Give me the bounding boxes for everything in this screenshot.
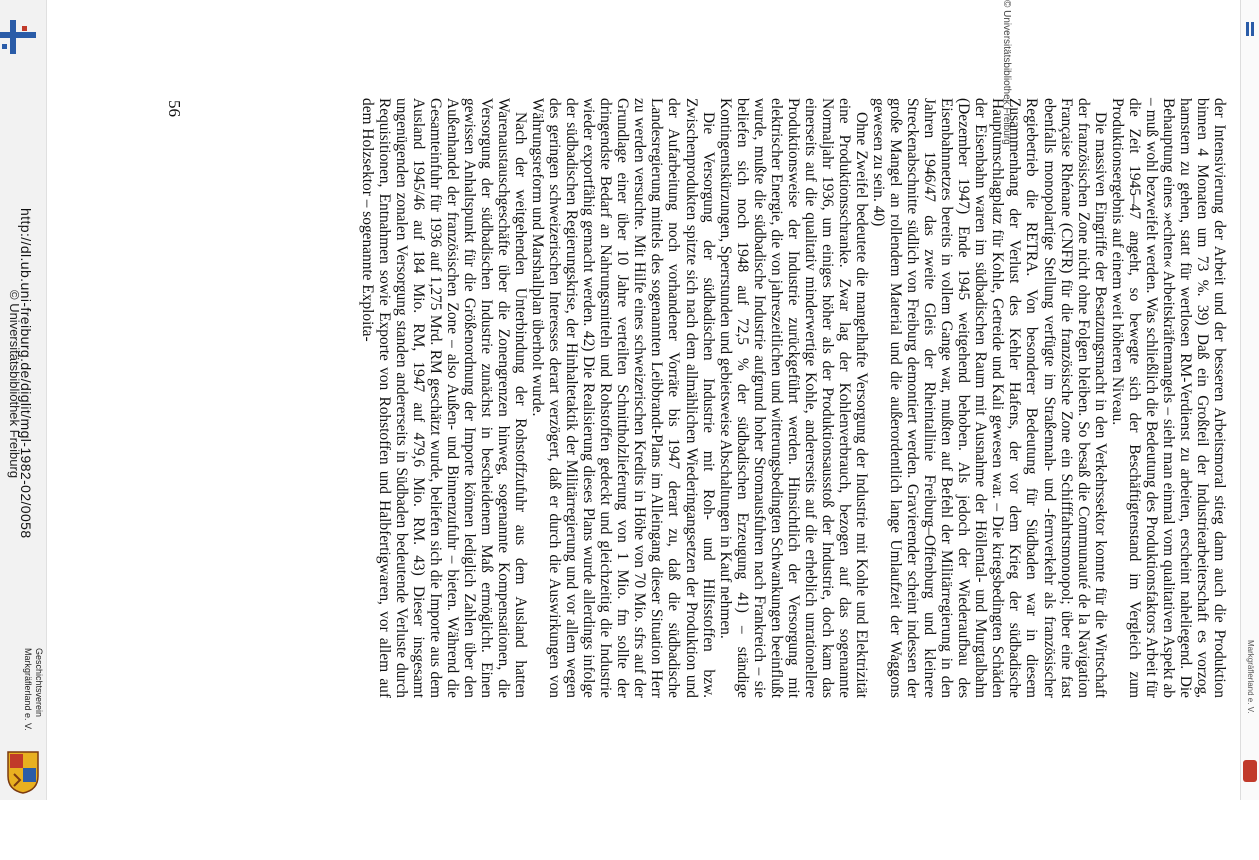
paragraph-5: Nach der weitgehenden Unterbindung der Rohstoffzufuhr aus dem Ausland hatten Warenaustauschgeschäfte über die Zonengrenzen hinweg, sogenannte Kompensationen, die Versorgung der südbadischen Industrie zunächst in bescheidenem Maß ermöglicht. Einen gewissen Anhaltspunkt für die Größenordnung der Importe können lediglich Zahlen über den Außenhandel der französischen Zone – also Außen- und Binnenzufuhr – bieten. Während die Gesamteinfuhr für 1936 auf 1,275 Mrd. RM geschätzt wurde, beliefen sich die Importe aus dem Ausland 1945/46 auf 184 Mio. RM, 1947 auf 479,6 Mio. RM. 43) Dieser insgesamt ungenügenden zonalen Versorgung standen andererseits in Südbaden bedeutende Verluste durch Requisitionen, Entnahmen sowie Exporte von Rohstoffen und Halbfertigwaren, vor allem auf dem Holzsektor – sogenannte Exploita- [358,98,530,698]
copyright-text: © Universitätsbibliothek Freiburg [7,290,22,479]
viewer-left-margin [0,0,47,800]
edge-crest-icon [1243,760,1257,782]
page-number: 56 [165,100,184,117]
right-edge-mark [1241,640,1255,860]
society-line-1: Geschichtsverein [34,648,44,718]
edge-marker-icon [1245,22,1255,36]
society-line-2: Markgräflerland e. V. [23,648,33,731]
top-edge-mark-text: © Universitätsbibliothek Freiburg [1001,0,1012,145]
document-url[interactable]: http://dl.ub.uni-freiburg.de/diglit/mgl-1982-02/0058 [18,208,34,539]
right-edge-mark-text: Markgräflerland e. V. [1246,640,1255,714]
paragraph-4: Die Versorgung der südbadischen Industrie mit Roh- und Hilfsstoffen bzw. Zwischenprodukten spitzte sich nach dem allmählichen Wiederingangsetzen der Produktion und der Aufarbeitung noch vorhandener Vorräte bis 1947 derart zu, daß die südbadische Landesregierung mittels des sogenannten Leibbrandt-Plans im Alleingang dieser Situation Herr zu werden versuchte. Mit Hilfe eines schweizerischen Kredits in Höhe von 70 Mio. sfrs auf der Grundlage einer über 10 Jahre verteilten Schnittholzlieferung von 1 Mio. fm sollte der dringendste Bedarf an Nahrungsmitteln und Rohstoffen gedeckt und gleichzeitig die Industrie wieder exportfähig gemacht werden. 42) Die Realisierung dieses Plans wurde allerdings infolge der südbadischen Regierungskrise, der Hinhaltetaktik der Militärregierung und vor allem wegen des geringen schweizerischen Interesses derart verzögert, daß er durch die Auswirkungen von Währungsreform und Marshallplan überholt wurde. [529,98,717,698]
page-text [196,98,1228,698]
viewer-right-edge [1240,0,1259,800]
society-crest-icon [6,750,40,794]
paragraph-2: Die massiven Eingriffe der Besatzungsmacht in den Verkehrssektor konnte für die Wirtschaft der französischen Zone nicht ohne Folgen bleiben. So besaß die Communauté de la Navigation Française Rhénane (CNFR) für die französische Zone ein Schifffahrtsmonopol; über eine fast ebenfalls monopolartige Stellung verfügte im Straßennah- und -fernverkehr als französischer Regiebetrieb die RETRA. Von besonderer Bedeutung für Südbaden war in diesem Zusammenhang der Verlust des Kehler Hafens, der vor dem Krieg der südbadische Hauptumschlagplatz für Kohle, Getreide und Kali gewesen war. – Die kriegsbedingten Schäden der Eisenbahn waren im südbadischen Raum mit Ausnahme der Höllental- und Murgtalbahn (Dezember 1947) Ende 1945 weitgehend behoben. Als jedoch der Wiederaufbau des Eisenbahnnetzes bereits in vollem Gange war, mußten auf Befehl der Militärregierung in den Jahren 1946/47 das zweite Gleis der Rheintallinie Freiburg–Offenburg und kleinere Streckenabschnitte südlich von Freiburg demontiert werden. Gravierender scheint indessen der große Mangel an rollendem Material und die außerordentlich lange Umlaufzeit der Waggons gewesen zu sein. 40) [870,98,1109,698]
paragraph-3: Ohne Zweifel bedeutete die mangelhafte Versorgung der Industrie mit Kohle und Elektrizität eine Produktionsschranke. Zwar lag der Kohlenverbrauch, bezogen auf das sogenannte Normaljahr 1936, um einiges höher als der Produktionsausstoß der Industrie, doch kam das einerseits auf die qualitativ minderwertige Kohle, andererseits auf die erheblich unrationellere Produktionsweise der Industrie zurückgeführt werden. Hinsichtlich der Versorgung mit elektrischer Energie, die von jahreszeitlichen und witterungsbedingten Schwankungen beeinflußt wurde, mußte die südbadische Industrie aufgrund hoher Stromausfuhren nach Frankreich – sie beliefen sich noch 1948 auf 72,5 % der südbadischen Erzeugung 41) – ständige Kontingentskürzungen, Sperrstunden und gebietsweise Abschaltungen in Kauf nehmen. [716,98,871,698]
paragraph-1: der Intensivierung der Arbeit und der besseren Arbeitsmoral stieg dann auch die Produktion binnen 4 Monaten um 73 %. 39) Daß ein Großteil der Industriearbeiterschaft es vorzog, hamstern zu gehen, statt für wertlosen RM-Verdienst zu arbeiten, erscheint naheliegend. Die Behauptung eines »echten« Arbeitskräftemangels – sieht man einmal vom qualitativen Aspekt ab – muß wohl bezweifelt werden. Was schließlich die Bedeutung des Produktionsfaktors Arbeit für die Zeit 1945–47 angeht, so bewegte sich der Beschäftigtenstand im Vergleich zum Produktionsergebnis auf einem weit höheren Niveau. [1108,98,1228,698]
